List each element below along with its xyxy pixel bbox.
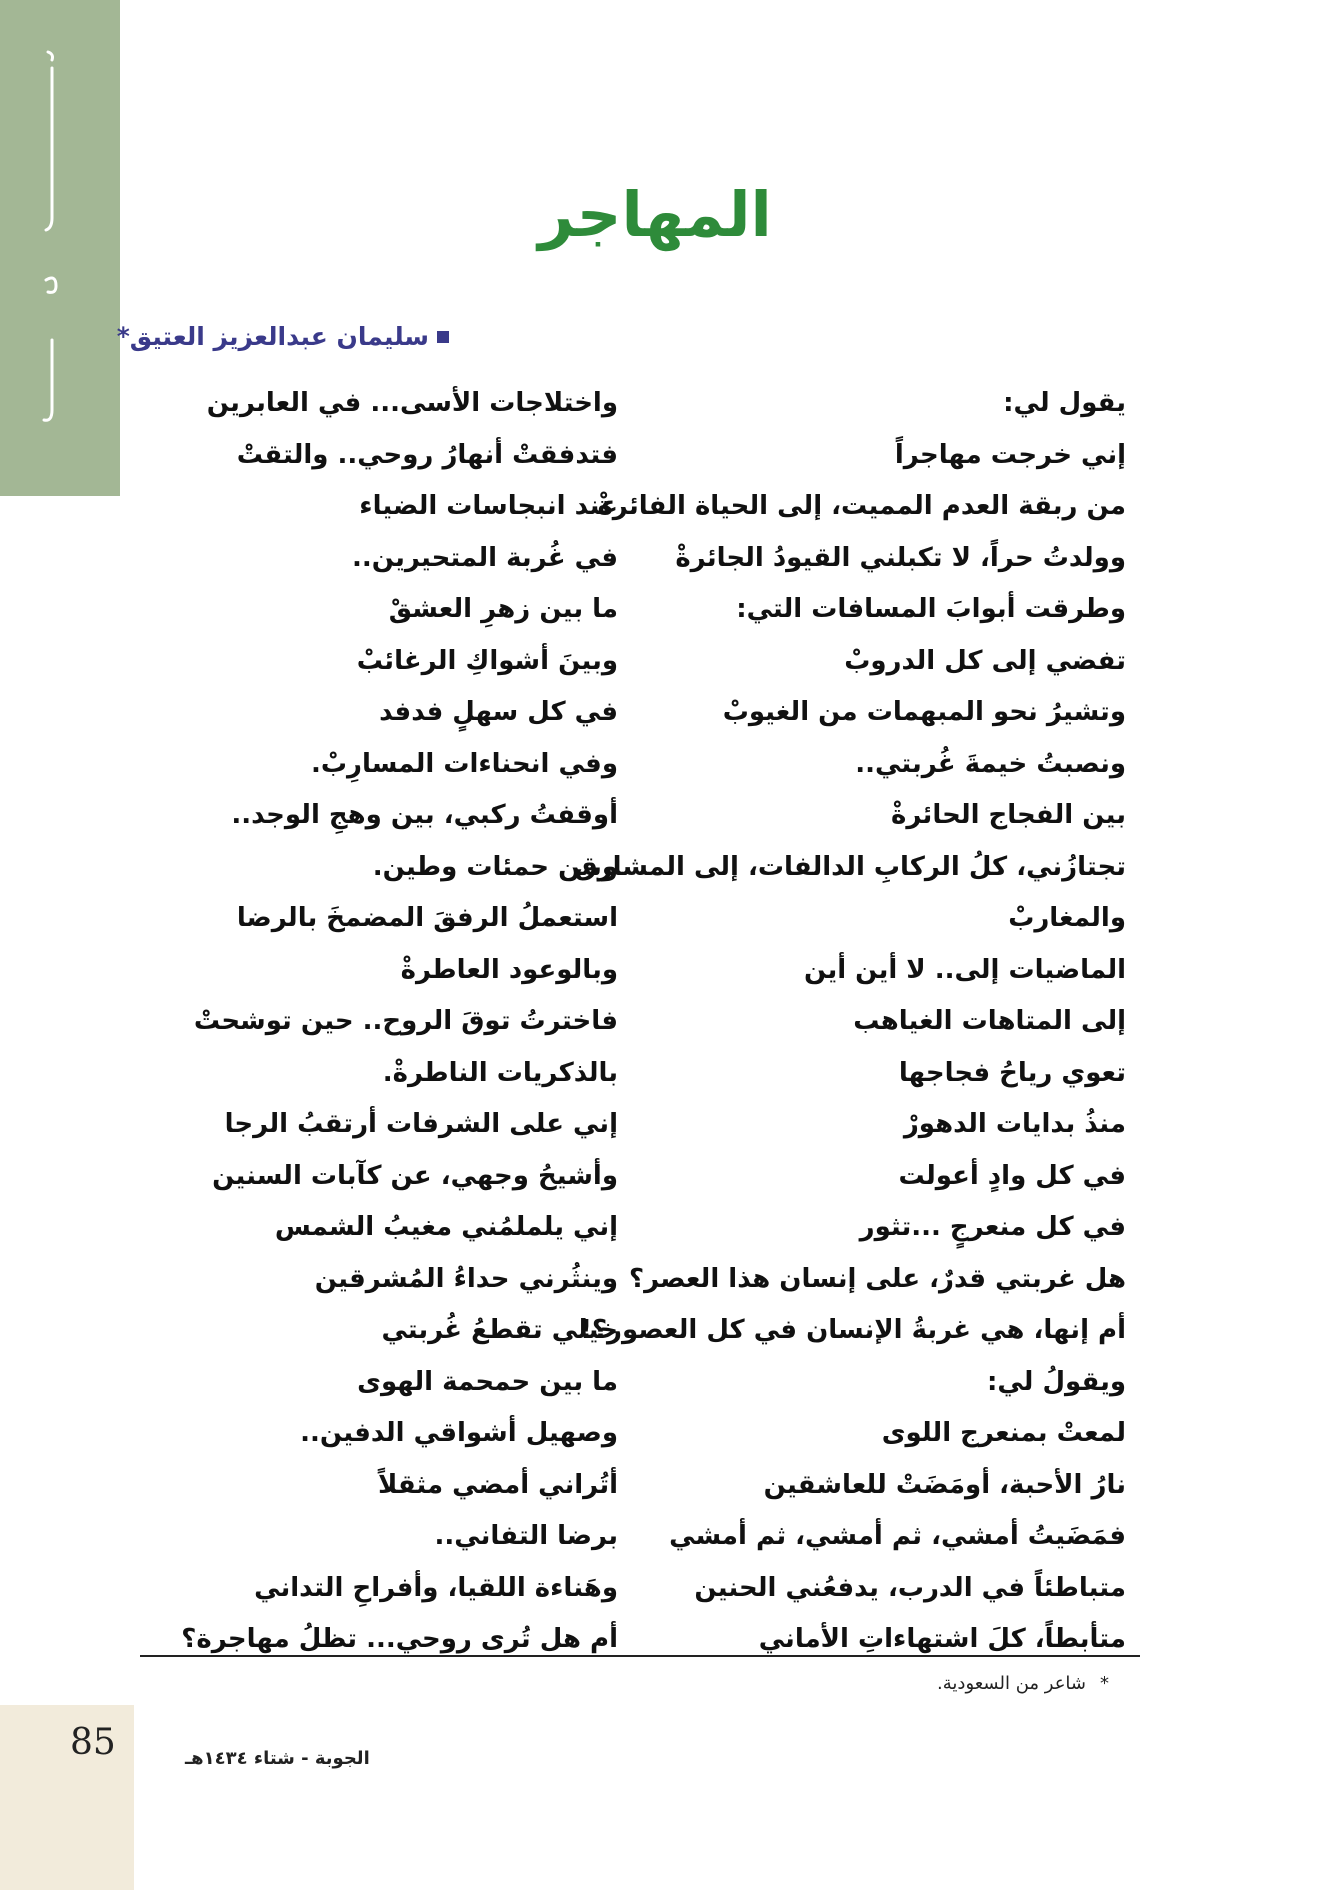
poem-line: برضا التفاني.. bbox=[434, 1521, 618, 1551]
author-name: سليمان عبدالعزيز العتيق* bbox=[116, 322, 429, 351]
poem-line: في غُربة المتحيرين.. bbox=[351, 542, 618, 573]
poem-title: المهاجر bbox=[538, 178, 772, 251]
poem-line: تعوي رياحُ فجاجها bbox=[898, 1057, 1126, 1088]
poem-line: وتشيرُ نحو المبهمات من الغيوبْ bbox=[722, 697, 1126, 727]
poem-line: متأبطاً، كلَ اشتهاءاتِ الأماني bbox=[758, 1624, 1126, 1654]
poem-line: منذُ بدايات الدهورْ bbox=[903, 1109, 1126, 1139]
poem-line: وبين حمئات وطين. bbox=[372, 851, 618, 882]
poem-line: في كل منعرجٍ ...تثور bbox=[859, 1212, 1126, 1242]
poem-line: خيلي تقطعُ غُربتي bbox=[381, 1315, 618, 1345]
poem-line: متباطئاً في الدرب، يدفعُني الحنين bbox=[694, 1572, 1126, 1603]
poem-line: والمغاربْ bbox=[1008, 903, 1126, 933]
poem-line: يقول لي: bbox=[1003, 388, 1126, 418]
poem-line: بين الفجاج الحائرةْ bbox=[891, 800, 1126, 830]
poem-line: ونصبتُ خيمةَ غُربتي.. bbox=[855, 748, 1126, 779]
footnote-marker: * bbox=[1100, 1673, 1109, 1694]
poem-line: أم إنها، هي غربةُ الإنسان في كل العصور؟! bbox=[580, 1315, 1126, 1345]
poem-line: وفي انحناءات المسارِبْ. bbox=[310, 748, 618, 779]
poem-line: وطرقت أبوابَ المسافات التي: bbox=[736, 594, 1126, 624]
poem-line: إني خرجت مهاجراً bbox=[894, 439, 1126, 470]
poem-line: واختلاجات الأسى... في العابرين bbox=[206, 388, 618, 418]
poem-column-right bbox=[574, 378, 1126, 1666]
poem-line: فمَضَيتُ أمشي، ثم أمشي، ثم أمشي bbox=[669, 1521, 1126, 1551]
poem-line: تجتازُني، كلُ الركابِ الدالفات، إلى المشارق bbox=[574, 851, 1126, 882]
poem-line: في كل سهلٍ فدفد bbox=[379, 697, 618, 727]
poem-line: فتدفقتْ أنهارُ روحي.. والتقتْ bbox=[236, 439, 618, 470]
poem-line: من ربقة العدم المميت، إلى الحياة الفائرةْ bbox=[597, 491, 1126, 521]
footnote bbox=[937, 1673, 1109, 1694]
poem-line: وأشيحُ وجهي، عن كآبات السنين bbox=[212, 1160, 618, 1191]
poem-line: وهَناءة اللقيا، وأفراحِ التداني bbox=[254, 1572, 618, 1603]
page-number: 85 bbox=[70, 1722, 116, 1763]
poem-line: في كل وادٍ أعولت bbox=[898, 1160, 1126, 1191]
poem-line: ما بين زهرِ العشقْ bbox=[388, 594, 618, 624]
section-calligraphy-icon bbox=[38, 40, 62, 450]
poem-line: ما بين حمحمة الهوى bbox=[357, 1366, 618, 1397]
poem-line: الماضيات إلى.. لا أين أين bbox=[804, 954, 1126, 985]
poem-line: وبينَ أشواكِ الرغائبْ bbox=[356, 645, 618, 676]
poem-line: وولدتُ حراً، لا تكبلني القيودُ الجائرةْ bbox=[675, 542, 1126, 573]
footnote-divider bbox=[140, 1655, 1140, 1657]
side-section-tab bbox=[0, 0, 120, 496]
author-bullet-icon bbox=[437, 331, 449, 343]
poem-line: أتُراني أمضي مثقلاً bbox=[377, 1469, 618, 1500]
magazine-footer: الجوبة - شتاء ١٤٣٤هـ bbox=[185, 1748, 370, 1769]
poem-line: فاخترتُ توقَ الروح.. حين توشحتْ bbox=[193, 1006, 618, 1036]
poem-line: وصهيل أشواقي الدفين.. bbox=[300, 1418, 618, 1448]
poem-line: عند انبجاسات الضياء bbox=[359, 491, 618, 521]
poem-line: أم هل تُرى روحي... تظلُ مهاجرة؟ bbox=[181, 1624, 618, 1654]
poem-line: نارُ الأحبة، أومَضَتْ للعاشقين bbox=[763, 1469, 1126, 1500]
author-byline bbox=[117, 322, 449, 351]
poem-line: أوقفتُ ركبي، بين وهجِ الوجد.. bbox=[231, 800, 618, 830]
poem-line: إني يلملمُني مغيبُ الشمس bbox=[274, 1212, 618, 1242]
poem-line: استعملُ الرفقَ المضمخَ بالرضا bbox=[236, 903, 618, 933]
poem-line: وينثُرني حداءُ المُشرقين bbox=[314, 1263, 618, 1294]
poem-line: هل غربتي قدرٌ، على إنسان هذا العصر؟ bbox=[629, 1263, 1126, 1294]
poem-line: إلى المتاهات الغياهب bbox=[853, 1006, 1126, 1036]
poem-column-left bbox=[148, 378, 618, 1666]
footnote-text: شاعر من السعودية. bbox=[937, 1673, 1086, 1694]
poem-line: لمعتْ بمنعرج اللوى bbox=[881, 1418, 1126, 1448]
poem-line: إني على الشرفات أرتقبُ الرجا bbox=[224, 1109, 618, 1139]
poem-line: وبالوعود العاطرةْ bbox=[400, 954, 618, 985]
poem-line: تفضي إلى كل الدروبْ bbox=[844, 645, 1126, 676]
poem-line: بالذكريات الناطرةْ. bbox=[382, 1057, 618, 1088]
poem-line: ويقولُ لي: bbox=[986, 1366, 1126, 1397]
